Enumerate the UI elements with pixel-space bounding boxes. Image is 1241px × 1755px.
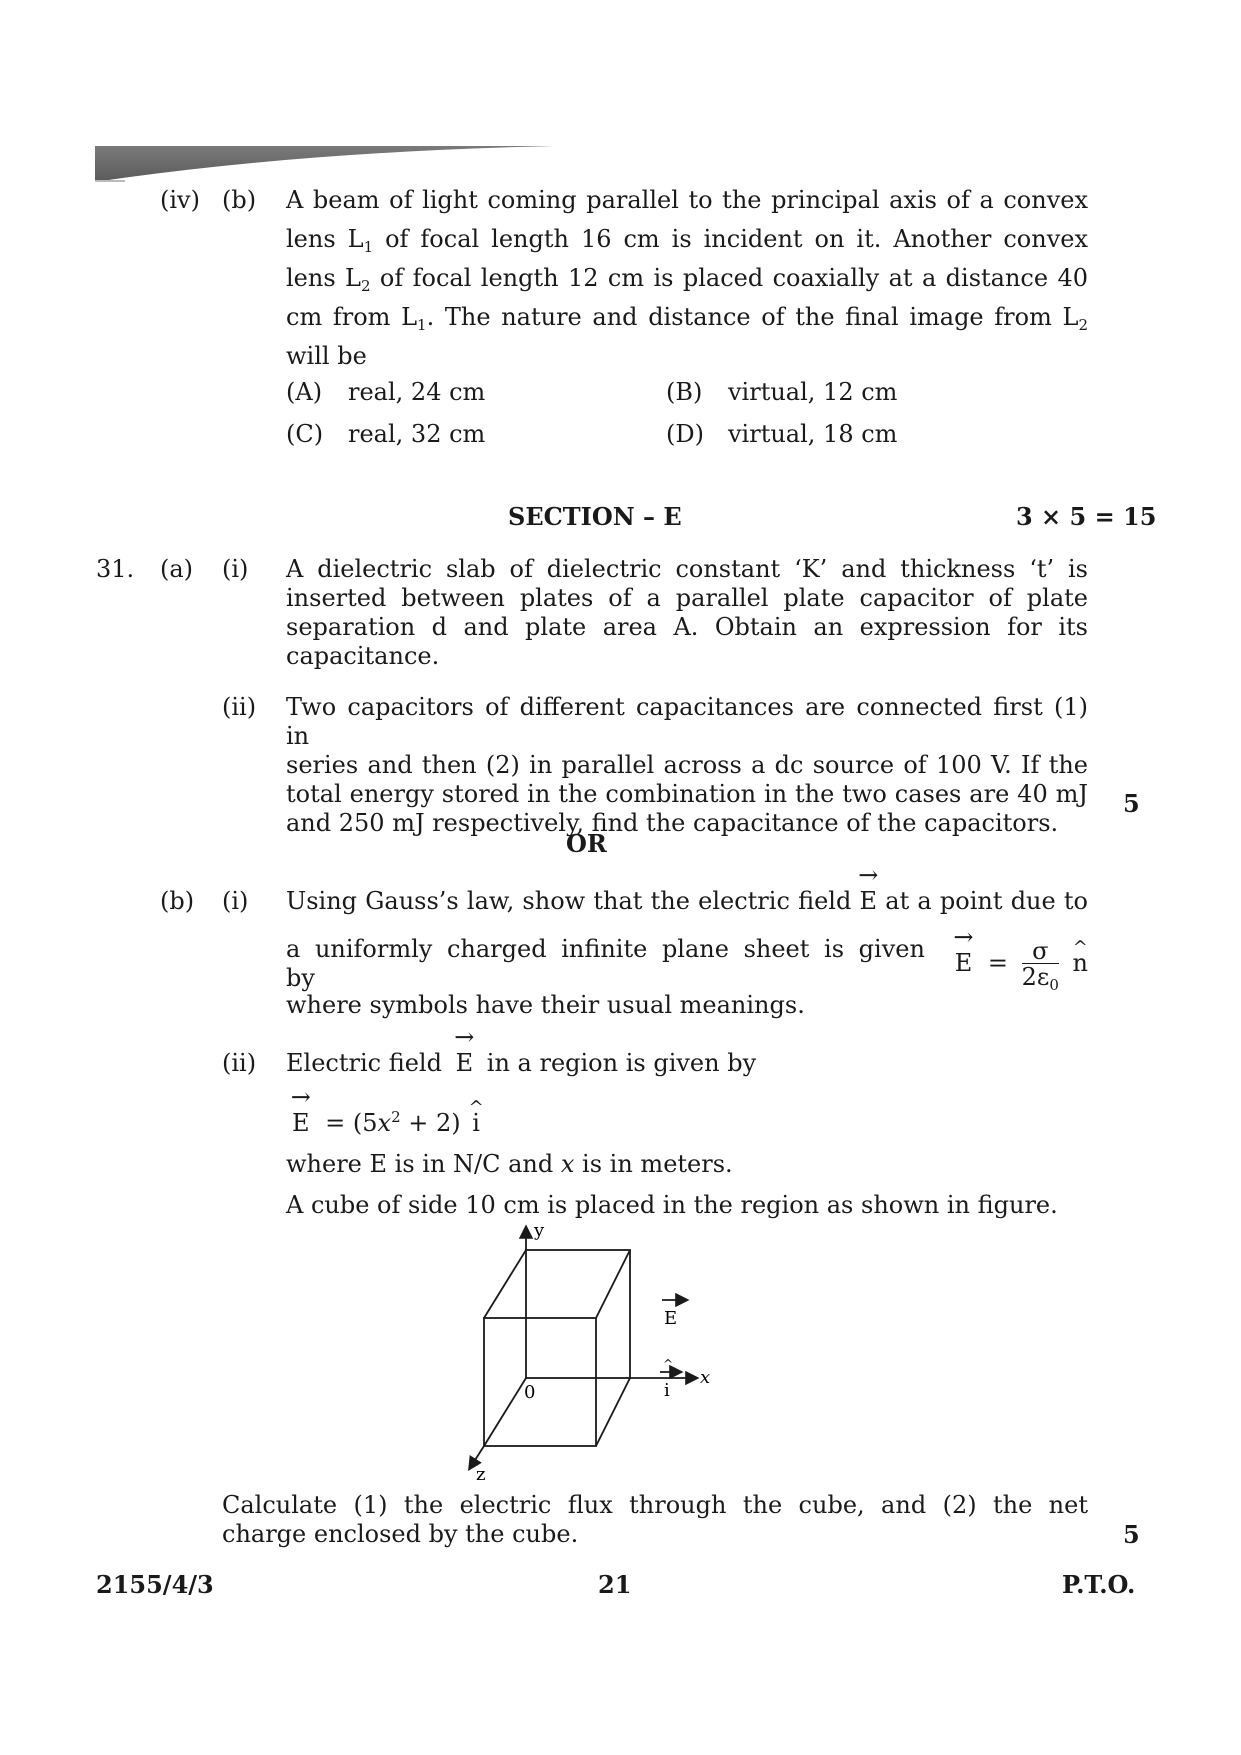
text-line: lens $L_1$ of focal length 16 cm is incident on it. Another convex [286,225,1088,256]
or-separator: OR [566,829,607,858]
sigma-fraction: $\frac{\sigma}{2\varepsilon_0}$ [1021,936,1059,994]
question-number-31: 31. [96,555,135,583]
vector-E: → E [292,1109,310,1138]
part-a-label: (a) [160,555,194,583]
part-b-i-label: (i) [222,887,249,915]
part-a-i-label: (i) [222,555,249,583]
text-line: and 250 mJ respectively, find the capacitance of the capacitors. [286,809,1059,837]
header-decoration-bar [95,146,555,182]
text-line: separation d and plate area A. Obtain an expression for its [286,613,1088,641]
text-line: Calculate (1) the electric flux through the cube, and (2) the net [222,1491,1088,1519]
part-a-marks: 5 [1123,789,1140,818]
y-axis-label: y [534,1222,545,1241]
cube-front-face [484,1318,596,1446]
x-axis-label: x [700,1367,711,1388]
z-axis-label: z [476,1464,486,1482]
vector-E: → E [860,887,878,916]
origin-label: 0 [524,1382,536,1403]
section-marks: 3 × 5 = 15 [1016,502,1157,531]
section-title: SECTION – E [508,502,682,531]
question-part-b: (b) [222,186,257,214]
unit-vector-n: ^ n [1073,949,1088,978]
question-number-iv: (iv) [160,186,200,214]
option-b-key: (B) [666,378,703,406]
part-b-marks: 5 [1123,1520,1140,1549]
option-d-text: virtual, 18 cm [728,420,898,448]
text-line: lens $L_2$ of focal length 12 cm is placed coaxially at a distance 40 [286,264,1088,295]
svg-text:^: ^ [663,1357,674,1371]
text-line: A beam of light coming parallel to the principal axis of a convex [286,186,1088,214]
pto-label: P.T.O. [1062,1570,1136,1599]
text-line: cm from $L_1$. The nature and distance of the final image from $L_2$ [286,303,1088,334]
part-a-ii-text [286,693,1088,838]
text-line: inserted between plates of a parallel plate capacitor of plate [286,584,1088,612]
part-b-ii-line3: where E is in N/C and x is in meters. [286,1150,733,1178]
cube-back-face [526,1250,630,1378]
option-a-key: (A) [286,378,323,406]
text-line: charge enclosed by the cube. [222,1520,579,1548]
field-equation: → $E = (5x^2 + 2)$ ^ i [292,1109,480,1138]
vector-E: → E [955,949,973,978]
question-iv-text [286,186,1088,371]
text-line: will be [286,342,367,370]
option-b-text: virtual, 12 cm [728,378,898,406]
part-a-i-text [286,555,1088,671]
part-b-label: (b) [160,887,195,915]
option-a-text: real, 24 cm [348,378,486,406]
part-b-ii-line4: A cube of side 10 cm is placed in the region as shown in figure. [286,1191,1058,1219]
option-d-key: (D) [666,420,704,448]
cube-figure [450,1222,730,1482]
unit-i-label: i [664,1380,670,1401]
part-b-i-line2: a uniformly charged infinite plane sheet is given by → E = $\frac{\sigma}{2\varepsilon_0}$ ^ n [286,935,1088,993]
unit-vector-i: ^ i [472,1109,480,1138]
text-line: capacitance. [286,642,440,670]
text-line: total energy stored in the combination in the two cases are 40 mJ [286,780,1088,808]
text-line: A dielectric slab of dielectric constant ‘K’ and thickness ‘t’ is [286,555,1088,583]
part-b-ii-label: (ii) [222,1049,257,1077]
field-E-label: E [664,1308,678,1329]
part-b-ii-line1: Electric field → E in a region is given by [286,1049,756,1078]
option-c-key: (C) [286,420,324,448]
part-a-ii-label: (ii) [222,693,257,721]
calculate-text [222,1491,1088,1549]
vector-E: → E [456,1049,474,1078]
part-b-i-line3: where symbols have their usual meanings. [286,991,805,1019]
text-line: series and then (2) in parallel across a dc source of 100 V. If the [286,751,1088,779]
page-number: 21 [598,1570,632,1599]
part-b-i-line1: Using Gauss’s law, show that the electric field → E at a point due to [286,887,1088,916]
text-line: Two capacitors of different capacitances are connected first (1) in [286,693,1088,750]
option-c-text: real, 32 cm [348,420,486,448]
paper-code: 2155/4/3 [96,1570,214,1599]
